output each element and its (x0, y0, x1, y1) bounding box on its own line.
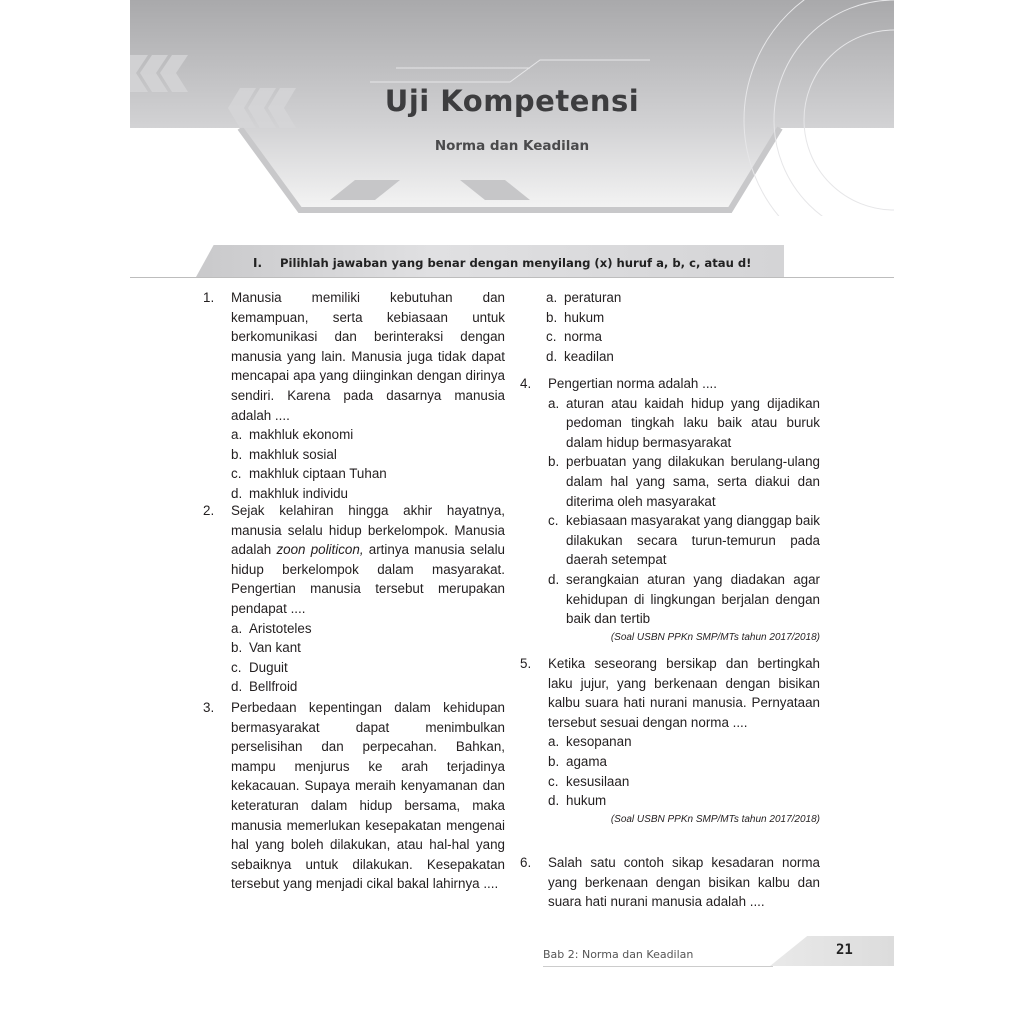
option-text: kesopanan (566, 734, 632, 750)
answer-option[interactable] (231, 638, 505, 658)
option-label: b. (231, 640, 243, 656)
page-title: Uji Kompetensi (384, 84, 640, 118)
option-text: makhluk sosial (249, 446, 337, 462)
page-number: 21 (836, 942, 853, 958)
question-source: (Soal USBN PPKn SMP/MTs tahun 2017/2018) (610, 631, 820, 643)
answer-option[interactable] (231, 425, 505, 445)
question-6 (520, 853, 820, 912)
option-text: keadilan (564, 348, 614, 364)
question-stem: Ketika seseorang bersikap dan bertingkah laku jujur, yang berkenaan dengan bisikan kalbu suara hati nurani manusia. Pernyataan tersebut sesuai dengan norma .... (548, 656, 820, 730)
option-text: Duguit (249, 659, 288, 675)
option-label: d. (231, 679, 243, 695)
question-number: 3. (203, 700, 215, 715)
question-stem: Perbedaan kepentingan dalam kehidupan bermasyarakat dapat menimbulkan perselisihan dan perpecahan. Bahkan, mampu menjurus ke arah terjadinya kekacauan. Supaya meraih kenyamanan dan keteraturan dalam hidup bersama, maka manusia memerlukan kesepakatan mengenai hal yang boleh dilakukan, atau hal-hal yang sebaiknya untuk dilakukan. Kesepakatan tersebut yang menjadi cikal bakal lahirnya .... (231, 700, 505, 892)
option-text: hukum (566, 793, 607, 809)
page-number-tab (770, 936, 894, 966)
option-label: b. (231, 446, 243, 462)
question-number: 4. (520, 376, 532, 391)
option-label: c. (231, 659, 242, 675)
question-4 (520, 374, 820, 646)
option-label: a. (548, 734, 560, 750)
answer-option[interactable] (546, 327, 820, 347)
answer-option[interactable] (548, 452, 820, 511)
question-1 (203, 288, 505, 504)
option-label: d. (546, 348, 558, 364)
option-text: hukum (564, 309, 605, 325)
answer-option[interactable] (548, 570, 820, 629)
option-text: makhluk individu (249, 485, 348, 501)
question-3-options (520, 288, 820, 366)
answer-option[interactable] (546, 308, 820, 328)
option-text: perbuatan yang dilakukan berulang-ulang dalam hal yang sama, serta diakui dan diterima oleh masyarakat (566, 454, 820, 509)
question-number: 2. (203, 503, 215, 518)
chapter-footer: Bab 2: Norma dan Keadilan (543, 948, 694, 961)
answer-option[interactable] (548, 752, 820, 772)
question-number: 6. (520, 855, 532, 870)
question-stem: Pengertian norma adalah .... (548, 376, 717, 391)
option-label: b. (548, 753, 560, 769)
page-subtitle: Norma dan Keadilan (434, 138, 590, 154)
question-5 (520, 654, 820, 828)
answer-option[interactable] (548, 511, 820, 570)
option-label: b. (546, 309, 558, 325)
answer-option[interactable] (231, 445, 505, 465)
option-label: b. (548, 454, 560, 470)
option-text: norma (564, 329, 602, 345)
section-number: I. (253, 256, 263, 270)
answer-option[interactable] (548, 394, 820, 453)
option-label: a. (231, 427, 243, 443)
question-source: (Soal USBN PPKn SMP/MTs tahun 2017/2018) (610, 813, 820, 825)
answer-option[interactable] (548, 791, 820, 811)
option-label: d. (548, 793, 560, 809)
option-text: Aristoteles (249, 620, 312, 636)
option-text: peraturan (564, 290, 622, 305)
option-label: a. (546, 290, 558, 305)
question-stem: Salah satu contoh sikap kesadaran norma yang berkenaan dengan bisikan kalbu dan suara hati nurani manusia adalah .... (548, 855, 820, 910)
answer-option[interactable] (231, 677, 505, 697)
option-text: kesusilaan (566, 773, 630, 789)
options-list (520, 732, 820, 810)
answer-option[interactable] (546, 347, 820, 367)
stem-text: artinya manusia selalu hidup berkelompok dalam masyarakat. Pengertian manusia tersebut merupakan pendapat .... (231, 542, 505, 616)
option-text: makhluk ciptaan Tuhan (249, 466, 387, 482)
option-text: makhluk ekonomi (249, 427, 354, 443)
answer-option[interactable] (231, 658, 505, 678)
question-number: 5. (520, 656, 532, 671)
option-label: a. (231, 620, 243, 636)
option-label: d. (548, 571, 560, 587)
option-label: c. (546, 329, 557, 345)
option-label: c. (231, 466, 242, 482)
footer-divider (543, 966, 773, 967)
option-text: aturan atau kaidah hidup yang dijadikan pedoman tingkah laku baik atau buruk dalam hidup bermasyarakat (566, 395, 820, 450)
option-text: Van kant (249, 640, 301, 656)
option-text: serangkaian aturan yang diadakan agar kehidupan di lingkungan berjalan dengan baik dan tertib (566, 571, 820, 627)
option-text: kebiasaan masyarakat yang dianggap baik dilakukan secara turun-temurun pada daerah setempat (566, 513, 820, 568)
question-number: 1. (203, 290, 215, 305)
options-list (203, 425, 505, 503)
option-text: Bellfroid (249, 679, 298, 695)
answer-option[interactable] (548, 772, 820, 792)
stem-italic-term: zoon politicon, (276, 542, 364, 558)
stem-text: Sejak kelahiran hingga akhir hayatnya, manusia selalu hidup berkelompok. Manusia adalah (231, 503, 505, 558)
options-list (520, 394, 820, 629)
question-stem: Manusia memiliki kebutuhan dan kemampuan, serta kebiasaan untuk berkomunikasi dan berinteraksi dengan manusia yang lain. Manusia juga tidak dapat mencapai apa yang diinginkan dengan dirinya sendiri. Karena pada dasarnya manusia adalah .... (231, 290, 505, 423)
options-list (520, 288, 820, 366)
instruction-text: Pilihlah jawaban yang benar dengan menyilang (x) huruf a, b, c, atau d! (280, 256, 752, 270)
option-text: agama (566, 753, 607, 769)
question-3 (203, 698, 505, 894)
question-stem (231, 501, 505, 619)
options-list (203, 619, 505, 697)
divider (130, 277, 894, 278)
question-2 (203, 501, 505, 697)
option-label: a. (548, 395, 560, 411)
answer-option[interactable] (548, 732, 820, 752)
option-label: c. (548, 513, 559, 529)
option-label: d. (231, 485, 243, 501)
answer-option[interactable] (231, 464, 505, 484)
answer-option[interactable] (546, 288, 820, 308)
option-label: c. (548, 773, 559, 789)
answer-option[interactable] (231, 619, 505, 639)
